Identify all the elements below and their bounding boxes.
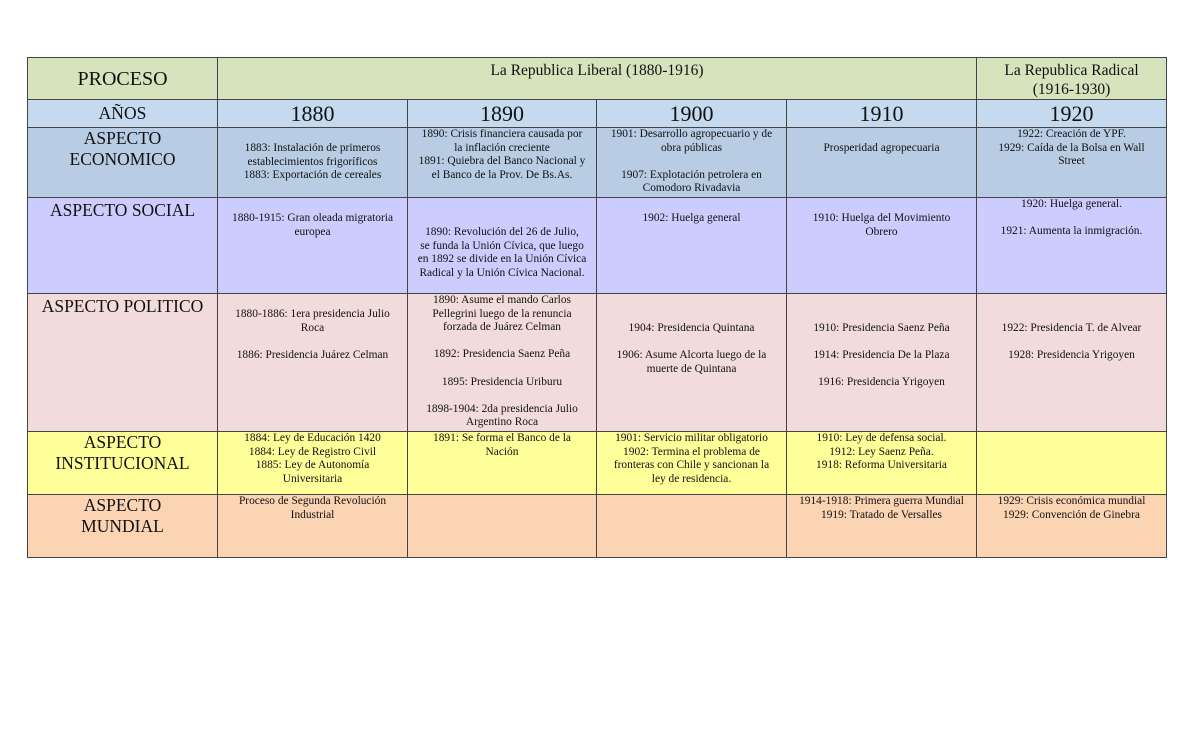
cell-line: 1880-1915: Gran oleada migratoria (232, 212, 393, 224)
cell-spacer (790, 336, 973, 350)
economico-1900 (597, 128, 787, 198)
cell-line: se funda la Unión Cívica, que luego (420, 239, 584, 252)
row-economico (28, 128, 1167, 198)
cell-line: en 1892 se divide en la Unión Cívica (417, 253, 587, 266)
anos-label: AÑOS (98, 103, 147, 123)
cell-line: 1914: Presidencia De la Plaza (813, 349, 950, 362)
mundial-1880 (218, 495, 408, 558)
cell-line: el Banco de la Prov. De Bs.As. (431, 168, 573, 181)
cell-line: 1928: Presidencia Yrigoyen (1008, 349, 1135, 362)
republica-liberal-header (218, 58, 977, 100)
cell-line: 1885: Ley de Autonomía (255, 459, 370, 472)
cell-line: 1910: Huelga del Movimiento (812, 212, 951, 224)
cell-line: 1929: Caída de la Bolsa en Wall (998, 141, 1145, 154)
economico-label-line2: ECONOMICO (69, 149, 176, 169)
social-1880 (218, 198, 408, 294)
year-1900 (597, 100, 787, 128)
economico-1880 (218, 128, 408, 198)
cell-spacer (980, 212, 1163, 226)
history-table (27, 57, 1167, 558)
cell-line: 1891: Se forma el Banco de la (433, 432, 571, 444)
institucional-1880 (218, 432, 408, 495)
cell-line: 1906: Asume Alcorta luego de la (616, 349, 767, 362)
cell-line: 1912: Ley Saenz Peña. (829, 445, 934, 458)
cell-line: Pellegrini luego de la renuncia (432, 307, 572, 320)
institucional-1920 (977, 432, 1167, 495)
row-mundial (28, 495, 1167, 558)
institucional-1910 (787, 432, 977, 495)
cell-line: 1884: Ley de Educación 1420 (244, 432, 381, 444)
cell-line: Nación (485, 445, 519, 458)
cell-line: 1902: Huelga general (642, 212, 741, 224)
institucional-1890 (408, 432, 597, 495)
year-label: 1910 (859, 101, 904, 126)
mundial-1890 (408, 495, 597, 558)
row-proceso (28, 58, 1167, 100)
cell-line: 1890: Crisis financiera causada por (421, 128, 583, 140)
mundial-1920 (977, 495, 1167, 558)
mundial-1910 (787, 495, 977, 558)
politico-label-cell (28, 294, 218, 432)
year-1890 (408, 100, 597, 128)
cell-spacer (411, 362, 593, 376)
cell-spacer (411, 335, 593, 349)
social-1910 (787, 198, 977, 294)
cell-line: ley de residencia. (651, 472, 732, 485)
cell-line: 1922: Creación de YPF. (1017, 128, 1126, 140)
cell-line: muerte de Quintana (646, 362, 737, 375)
cell-spacer (600, 155, 783, 169)
politico-1900 (597, 294, 787, 432)
republica-radical-title: La Republica Radical (1004, 62, 1139, 79)
cell-line: 1921: Aumenta la inmigración. (1000, 225, 1143, 238)
row-politico (28, 294, 1167, 432)
cell-line: Proceso de Segunda Revolución (238, 495, 387, 507)
cell-line: 1890: Asume el mando Carlos (433, 294, 571, 306)
cell-line: forzada de Juárez Celman (443, 321, 561, 334)
cell-line: Street (1058, 155, 1085, 168)
cell-line: 1910: Presidencia Saenz Peña (813, 322, 950, 334)
row-institucional (28, 432, 1167, 495)
cell-spacer (600, 336, 783, 350)
social-1890 (408, 198, 597, 294)
cell-spacer (790, 363, 973, 377)
cell-line: Universitaria (282, 472, 343, 485)
cell-line: 1886: Presidencia Juárez Celman (236, 348, 389, 361)
cell-line: 1901: Servicio militar obligatorio (615, 432, 768, 444)
cell-line: 1910: Ley de defensa social. (816, 432, 947, 444)
mundial-label-line1: ASPECTO (83, 495, 162, 515)
cell-line: 1902: Termina el problema de (623, 445, 760, 458)
cell-spacer (221, 335, 404, 349)
cell-line: 1922: Presidencia T. de Alvear (1001, 322, 1142, 334)
cell-line: 1898-1904: 2da presidencia Julio (426, 402, 578, 415)
cell-line: 1901: Desarrollo agropecuario y de (610, 128, 773, 140)
politico-1910 (787, 294, 977, 432)
year-label: 1900 (669, 101, 714, 126)
economico-1910 (787, 128, 977, 198)
mundial-1900 (597, 495, 787, 558)
cell-line: obra públicas (660, 141, 723, 154)
politico-1880 (218, 294, 408, 432)
row-anos (28, 100, 1167, 128)
cell-line: 1907: Explotación petrolera en (621, 168, 762, 181)
year-1880 (218, 100, 408, 128)
year-label: 1920 (1049, 101, 1094, 126)
cell-line: 1916: Presidencia Yrigoyen (818, 376, 945, 389)
cell-line: Industrial (290, 508, 335, 521)
cell-line: 1904: Presidencia Quintana (628, 322, 755, 334)
cell-line: 1918: Reforma Universitaria (816, 459, 947, 472)
cell-line: 1919: Tratado de Versalles (821, 508, 942, 521)
institucional-label-cell (28, 432, 218, 495)
cell-line: la inflación creciente (454, 141, 550, 154)
economico-1890 (408, 128, 597, 198)
cell-line: Argentino Roca (465, 416, 539, 429)
institucional-label-line1: ASPECTO (83, 432, 162, 452)
economico-1920 (977, 128, 1167, 198)
cell-line: 1892: Presidencia Saenz Peña (433, 348, 571, 361)
cell-spacer (980, 336, 1163, 350)
republica-radical-years: (1916-1930) (1032, 81, 1111, 98)
economico-label-cell (28, 128, 218, 198)
republica-liberal-title: La Republica Liberal (1880-1916) (490, 62, 704, 79)
politico-label: ASPECTO POLITICO (41, 296, 204, 316)
cell-line: 1883: Exportación de cereales (243, 169, 382, 182)
proceso-label: PROCESO (77, 67, 168, 90)
social-1900 (597, 198, 787, 294)
institucional-1900 (597, 432, 787, 495)
cell-line: 1883: Instalación de primeros (244, 142, 381, 154)
cell-line: 1929: Convención de Ginebra (1003, 508, 1140, 521)
cell-line: 1895: Presidencia Uriburu (441, 375, 563, 388)
cell-line: Roca (300, 321, 325, 334)
mundial-label-cell (28, 495, 218, 558)
cell-line: establecimientos frigoríficos (247, 155, 378, 168)
row-social (28, 198, 1167, 294)
social-label: ASPECTO SOCIAL (49, 200, 196, 220)
cell-line: 1884: Ley de Registro Civil (248, 445, 377, 458)
social-1920 (977, 198, 1167, 294)
cell-line: 1914-1918: Primera guerra Mundial (799, 495, 964, 507)
cell-line: Radical y la Unión Cívica Nacional. (419, 266, 585, 279)
cell-line: 1890: Revolución del 26 de Julio, (425, 226, 579, 238)
year-1910 (787, 100, 977, 128)
mundial-label-line2: MUNDIAL (81, 516, 164, 536)
cell-line: fronteras con Chile y sancionan la (613, 459, 770, 472)
proceso-label-cell (28, 58, 218, 100)
cell-line: 1920: Huelga general. (1021, 198, 1122, 210)
politico-1890 (408, 294, 597, 432)
institucional-label-line2: INSTITUCIONAL (55, 453, 190, 473)
year-label: 1890 (480, 101, 524, 126)
anos-label-cell (28, 100, 218, 128)
cell-line: Obrero (865, 225, 898, 238)
economico-label-line1: ASPECTO (83, 128, 162, 148)
politico-1920 (977, 294, 1167, 432)
cell-line: europea (294, 225, 331, 238)
year-1920 (977, 100, 1167, 128)
cell-line: 1929: Crisis económica mundial (997, 495, 1146, 507)
cell-spacer (411, 389, 593, 403)
year-label: 1880 (290, 101, 335, 126)
cell-line: 1880-1886: 1era presidencia Julio (235, 308, 390, 320)
cell-line: Comodoro Rivadavia (642, 182, 741, 195)
cell-line: Prosperidad agropecuaria (823, 142, 940, 154)
republica-radical-header (977, 58, 1167, 100)
social-label-cell (28, 198, 218, 294)
cell-line: 1891: Quiebra del Banco Nacional y (418, 155, 586, 168)
